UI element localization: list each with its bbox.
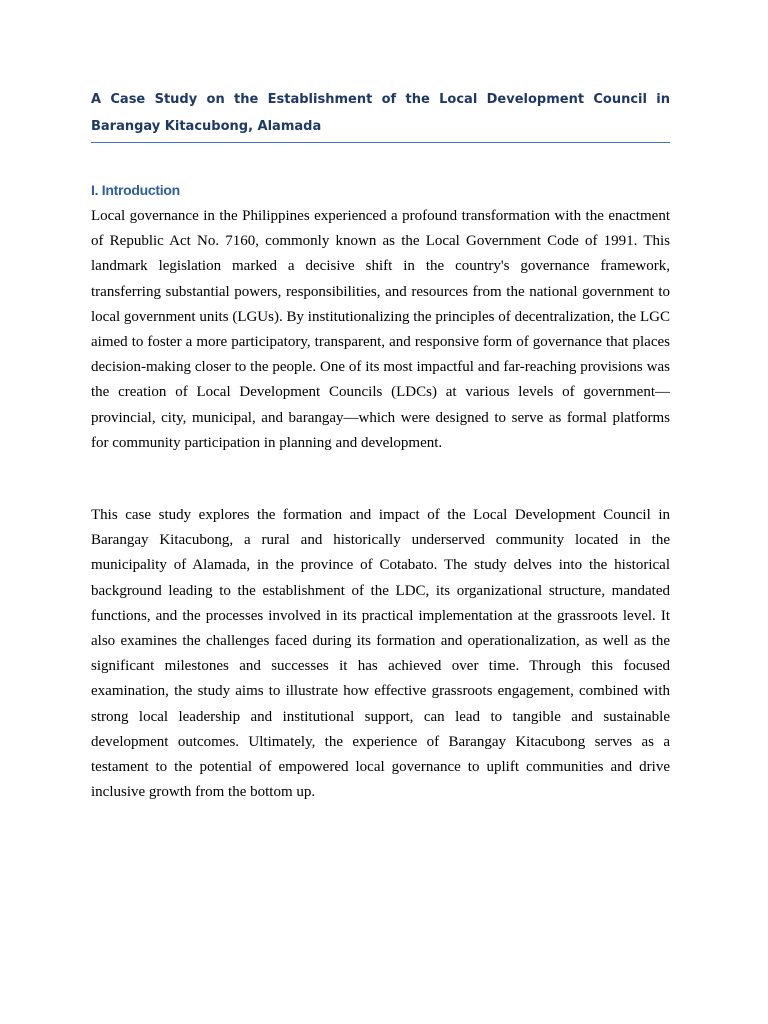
document-title: A Case Study on the Establishment of the Local Development Council in Barangay Kitacubong, Alamada <box>91 86 670 143</box>
document-page <box>91 86 670 805</box>
section-heading: I. Introduction <box>91 182 180 198</box>
body-paragraph: Local governance in the Philippines experienced a profound transformation with the enactment of Republic Act No. 7160, commonly known as the Local Government Code of 1991. This landmark legislation marked a decisive shift in the country's governance framework, transferring substantial powers, responsibilities, and resources from the national government to local government units (LGUs). By institutionalizing the principles of decentralization, the LGC aimed to foster a more participatory, transparent, and responsive form of governance that places decision-making closer to the people. One of its most impactful and far-reaching provisions was the creation of Local Development Councils (LDCs) at various levels of government—provincial, city, municipal, and barangay—which were designed to serve as formal platforms for community participation in planning and development. <box>91 208 670 451</box>
body-paragraph: This case study explores the formation and impact of the Local Development Council in Barangay Kitacubong, a rural and historically underserved community located in the municipality of Alamada, in the province of Cotabato. The study delves into the historical background leading to the establishment of the LDC, its organizational structure, mandated functions, and the processes involved in its practical implementation at the grassroots level. It also examines the challenges faced during its formation and operationalization, as well as the significant milestones and successes it has achieved over time. Through this focused examination, the study aims to illustrate how effective grassroots engagement, combined with strong local leadership and institutional support, can lead to tangible and sustainable development outcomes. Ultimately, the experience of Barangay Kitacubong serves as a testament to the potential of empowered local governance to uplift communities and drive inclusive growth from the bottom up. <box>91 507 670 801</box>
